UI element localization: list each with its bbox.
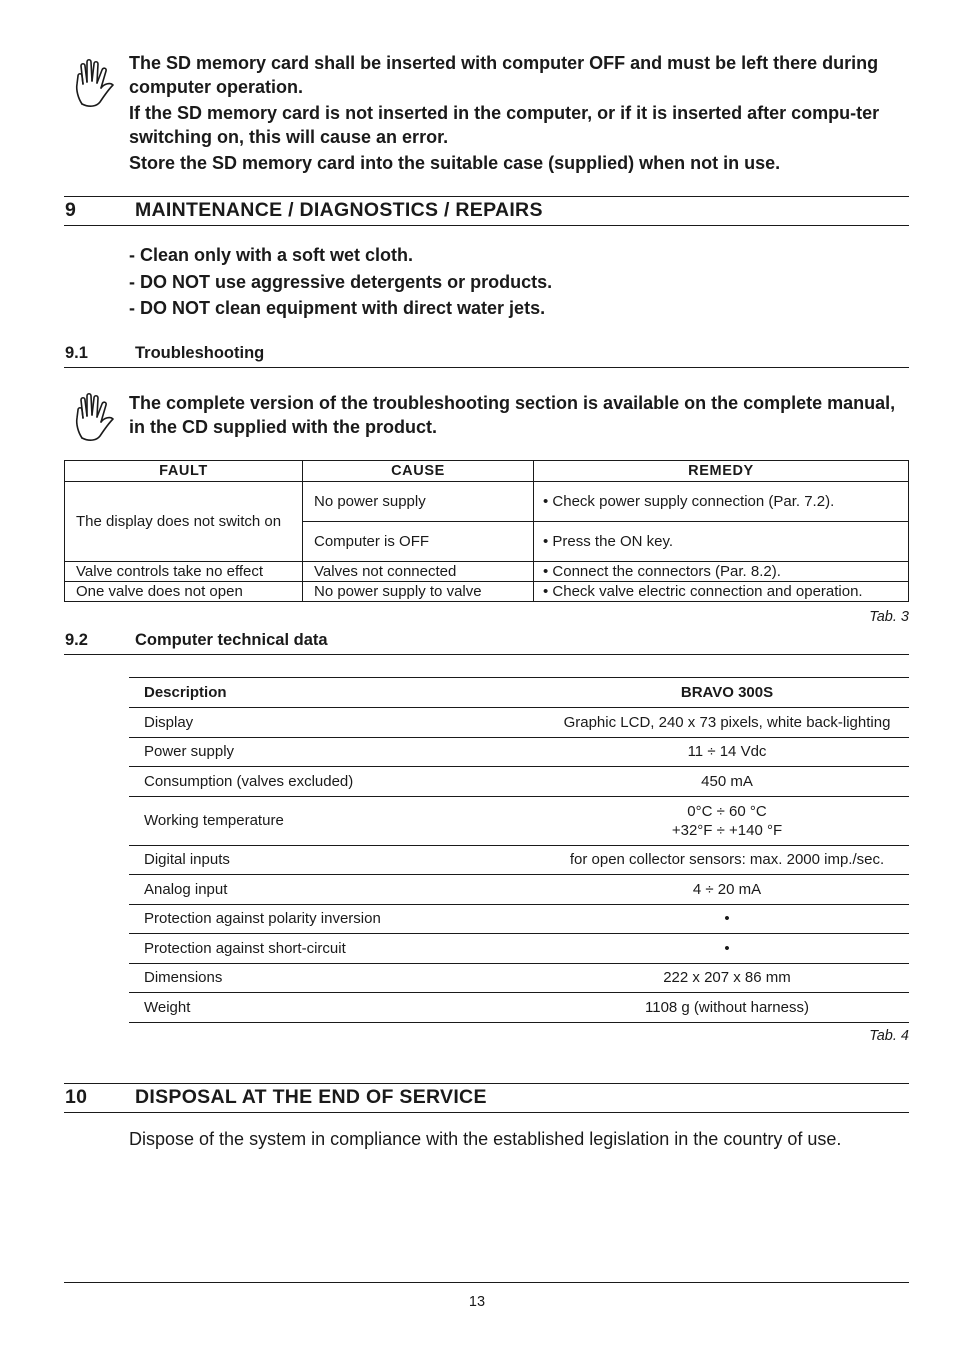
- table-row: [129, 796, 909, 845]
- section-title: DISPOSAL AT THE END OF SERVICE: [135, 1086, 487, 1108]
- spec-label: Working temperature: [129, 796, 545, 845]
- table-row: [129, 904, 909, 934]
- maintenance-item: - Clean only with a soft wet cloth.: [129, 245, 414, 265]
- footer-divider: [64, 1282, 909, 1283]
- spec-value: [545, 796, 909, 845]
- table-row: [129, 708, 909, 738]
- troubleshooting-note: [129, 392, 914, 439]
- spec-label: Dimensions: [129, 963, 545, 993]
- remedy-cell: • Check power supply connection (Par. 7.2).: [534, 482, 909, 522]
- technical-data-table: [129, 677, 909, 1023]
- subsection-number: 9.1: [65, 344, 88, 362]
- fault-cell: The display does not switch on: [65, 482, 303, 562]
- sd-card-warning: [129, 52, 914, 176]
- subsection-9-2-heading: [64, 627, 909, 655]
- remedy-cell: • Connect the connectors (Par. 8.2).: [534, 562, 909, 582]
- header-model: BRAVO 300S: [545, 678, 909, 708]
- fault-cell: One valve does not open: [65, 582, 303, 602]
- spec-value-fahrenheit: +32°F ÷ +140 °F: [671, 821, 783, 839]
- table-caption: Tab. 4: [869, 1028, 909, 1044]
- spec-label: Consumption (valves excluded): [129, 767, 545, 797]
- section-9-heading: [64, 196, 909, 226]
- column-header: REMEDY: [534, 461, 909, 482]
- warning-line: If the SD memory card is not inserted in the computer, or if it is inserted after compu-ter switching on, this will cause an error.: [129, 103, 880, 147]
- hand-warning-icon: [70, 58, 118, 108]
- spec-value: Graphic LCD, 240 x 73 pixels, white back-lighting: [545, 708, 909, 738]
- troubleshooting-table: [64, 460, 909, 602]
- section-number: 9: [65, 199, 77, 221]
- remedy-cell: • Press the ON key.: [534, 522, 909, 562]
- table-row: [65, 562, 909, 582]
- page-number: 13: [468, 1294, 486, 1310]
- spec-value: •: [545, 934, 909, 964]
- section-number: 10: [65, 1086, 88, 1108]
- maintenance-list: [129, 242, 552, 322]
- spec-label: Display: [129, 708, 545, 738]
- section-title: MAINTENANCE / DIAGNOSTICS / REPAIRS: [135, 199, 543, 221]
- fault-cell: Valve controls take no effect: [65, 562, 303, 582]
- section-10-heading: [64, 1083, 909, 1113]
- spec-label: Power supply: [129, 737, 545, 767]
- cause-cell: No power supply: [303, 482, 534, 522]
- cause-cell: Computer is OFF: [303, 522, 534, 562]
- spec-value: 11 ÷ 14 Vdc: [545, 737, 909, 767]
- subsection-title: Computer technical data: [135, 631, 328, 649]
- table-row: [129, 934, 909, 964]
- cause-cell: No power supply to valve: [303, 582, 534, 602]
- spec-label: Protection against polarity inversion: [129, 904, 545, 934]
- spec-label: Weight: [129, 993, 545, 1023]
- table-caption: Tab. 3: [869, 609, 909, 625]
- table-row: [129, 875, 909, 905]
- spec-value-celsius: 0°C ÷ 60 °C: [687, 802, 767, 820]
- subsection-9-1-heading: [64, 340, 909, 368]
- subsection-title: Troubleshooting: [135, 344, 265, 362]
- header-description: Description: [129, 678, 545, 708]
- spec-label: Protection against short-circuit: [129, 934, 545, 964]
- table-header-row: [129, 678, 909, 708]
- table-row: [65, 482, 909, 522]
- table-row: [65, 582, 909, 602]
- warning-line: Store the SD memory card into the suitable case (supplied) when not in use.: [129, 153, 781, 173]
- spec-value: 450 mA: [545, 767, 909, 797]
- cause-cell: Valves not connected: [303, 562, 534, 582]
- spec-label: Analog input: [129, 875, 545, 905]
- hand-warning-icon: [70, 392, 118, 442]
- spec-value: •: [545, 904, 909, 934]
- warning-line: The SD memory card shall be inserted with computer OFF and must be left there during computer operation.: [129, 53, 879, 97]
- table-row: [129, 963, 909, 993]
- column-header: FAULT: [65, 461, 303, 482]
- spec-value: 222 x 207 x 86 mm: [545, 963, 909, 993]
- column-header: CAUSE: [303, 461, 534, 482]
- table-row: [129, 767, 909, 797]
- table-row: [129, 845, 909, 875]
- spec-label: Digital inputs: [129, 845, 545, 875]
- table-header-row: [65, 461, 909, 482]
- spec-value: for open collector sensors: max. 2000 imp./sec.: [545, 845, 909, 875]
- maintenance-item: - DO NOT use aggressive detergents or products.: [129, 271, 553, 292]
- disposal-text: Dispose of the system in compliance with the established legislation in the country of use.: [129, 1129, 842, 1149]
- subsection-number: 9.2: [65, 631, 88, 649]
- note-text: The complete version of the troubleshooting section is available on the complete manual, in the CD supplied with the product.: [129, 393, 896, 437]
- remedy-cell: • Check valve electric connection and operation.: [534, 582, 909, 602]
- spec-value: 1108 g (without harness): [545, 993, 909, 1023]
- table-row: [129, 993, 909, 1023]
- maintenance-item: - DO NOT clean equipment with direct water jets.: [129, 298, 546, 318]
- table-row: [129, 737, 909, 767]
- spec-value: 4 ÷ 20 mA: [545, 875, 909, 905]
